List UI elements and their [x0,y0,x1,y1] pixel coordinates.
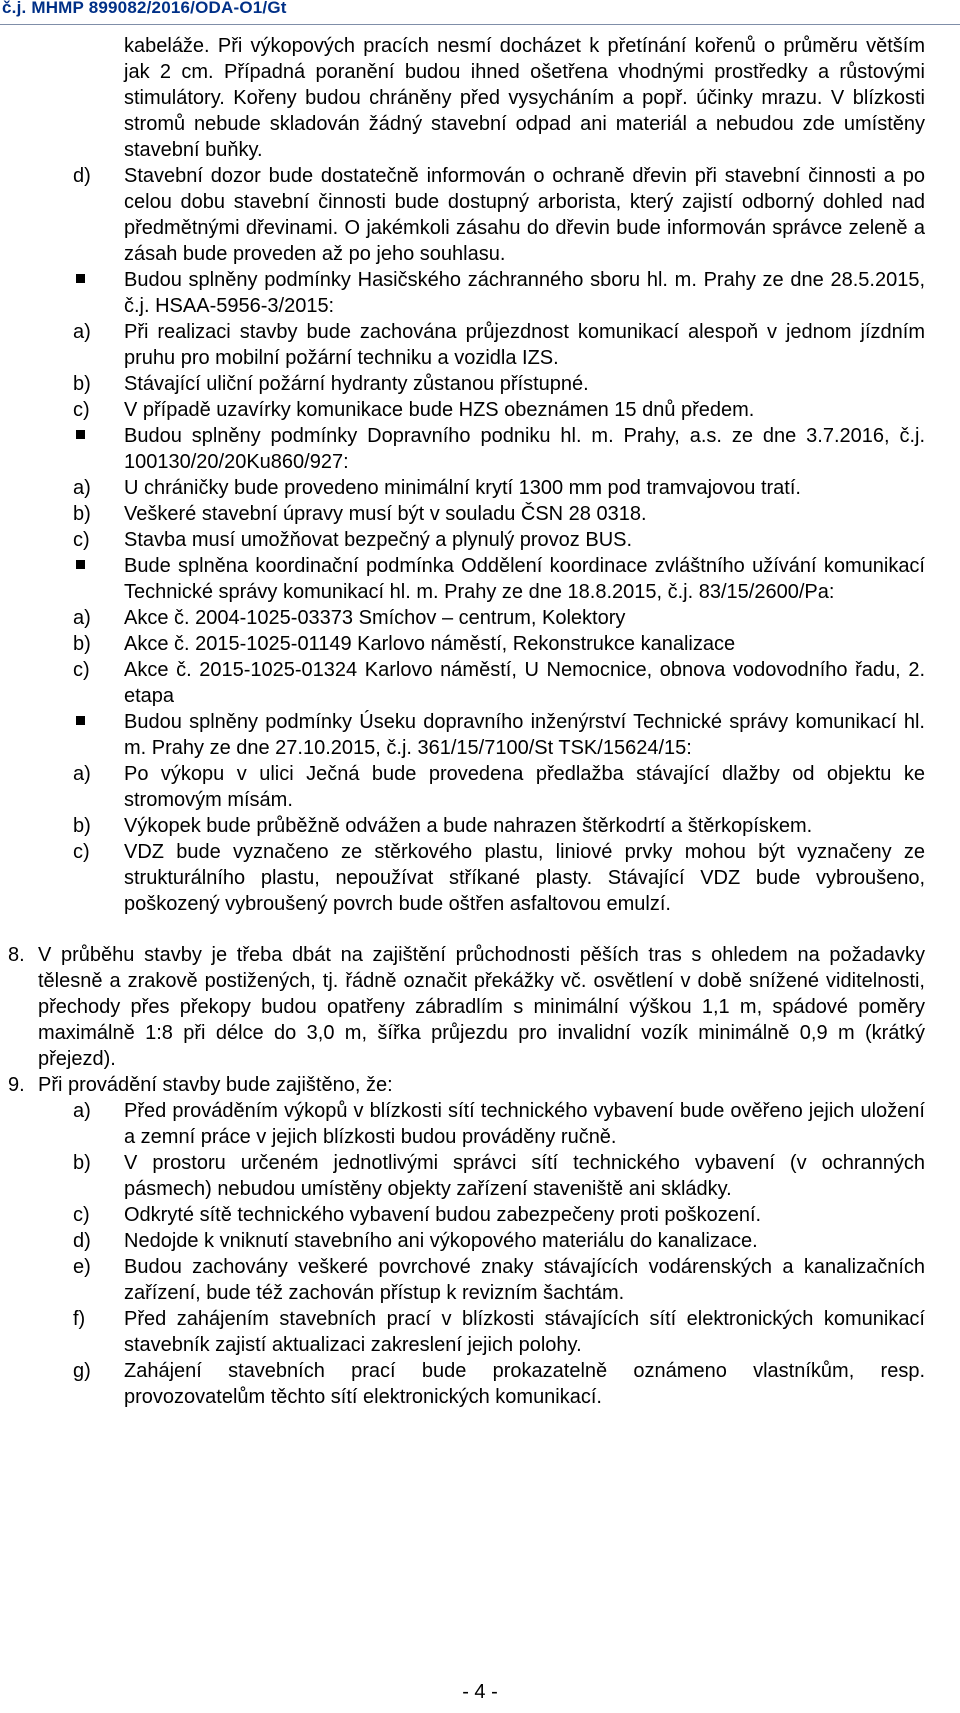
bullet-item-hzs [73,267,925,319]
sub-item [73,813,925,839]
item-marker: c) [73,399,90,421]
bullet-item-tsk [73,709,925,761]
item-marker: c) [73,659,90,681]
sub-item [73,1202,925,1228]
item-marker: a) [73,321,91,343]
intro-item-d [73,163,925,267]
item-text: V prostoru určeném jednotlivými správci sítí technického vybavení (v ochranných pásmech) nebudou umístěny objekty zařízení staveniště ani skládky. [124,1152,925,1200]
item-text: Stavba musí umožňovat bezpečný a plynulý provoz BUS. [124,529,633,551]
item-marker: c) [73,1204,90,1226]
sub-item [73,1306,925,1358]
item-marker: b) [73,815,91,837]
sub-item [73,631,925,657]
item-marker: a) [73,477,91,499]
item-text: Zahájení stavebních prací bude prokazatelně oznámeno vlastníkům, resp. provozovatelům těchto sítí elektronických komunikací. [124,1360,925,1408]
item-text: Výkopek bude průběžně odvážen a bude nahrazen štěrkodrtí a štěrkopískem. [124,815,813,837]
numbered-item-9 [8,1072,925,1098]
item-text: Stávající uliční požární hydranty zůstanou přístupné. [124,373,589,395]
bullet-item-koordinace [73,553,925,605]
item-marker: c) [73,841,90,863]
item-marker: d) [73,165,91,187]
item-text: Odkryté sítě technického vybavení budou zabezpečeny proti poškození. [124,1204,762,1226]
bullet-text: Budou splněny podmínky Dopravního podniku hl. m. Prahy, a.s. ze dne 3.7.2016, č.j. 100130/20/20Ku860/927: [124,425,925,473]
sub-item [73,527,925,553]
square-bullet-icon [76,716,85,725]
item-marker: a) [73,763,91,785]
item-text: Veškeré stavební úpravy musí být v souladu ČSN 28 0318. [124,503,647,525]
sub-item [73,839,925,917]
square-bullet-icon [76,560,85,569]
item-marker: f) [73,1308,86,1330]
item-number: 9. [8,1074,25,1096]
item-text: V případě uzavírky komunikace bude HZS obeznámen 15 dnů předem. [124,399,755,421]
item-number: 8. [8,944,25,966]
item-marker: a) [73,1100,91,1122]
page-number: - 4 - [462,1681,498,1703]
document-reference: č.j. MHMP 899082/2016/ODA-O1/Gt [2,0,287,17]
item-text: Při realizaci stavby bude zachována průjezdnost komunikací alespoň v jednom jízdním pruhu pro mobilní požární techniku a vozidla IZS. [124,321,925,369]
bullet-item-dpp [73,423,925,475]
item-text: V průběhu stavby je třeba dbát na zajištění průchodnosti pěších tras s ohledem na požadavky tělesně a zrakově postižených, tj. řádně označit překážky vč. osvětlení v době snížené viditelnosti, přechody přes překopy budou opatřeny zábradlím s minimální výškou 1,1 m, spádové poměry maximálně 1:8 při délce do 3,0 m, šířka průjezdu pro invalidní vozík minimálně 0,9 m (krátký přejezd). [38,944,925,1070]
numbered-item-8 [8,942,925,1072]
item-text: Před zahájením stavebních prací v blízkosti stávajících sítí elektronických komunikací stavebník zajistí aktualizaci zakreslení jejich polohy. [124,1308,925,1356]
item-marker: e) [73,1256,91,1278]
sub-item [73,319,925,371]
square-bullet-icon [76,274,85,283]
square-bullet-icon [76,430,85,439]
item-text: Před prováděním výkopů v blízkosti sítí technického vybavení bude ověřeno jejich uložení a zemní práce v jejich blízkosti budou prováděny ručně. [124,1100,925,1148]
item-marker: b) [73,633,91,655]
sub-item [73,1098,925,1150]
sub-item [73,657,925,709]
item-text: Budou zachovány veškeré povrchové znaky stávajících vodárenských a kanalizačních zařízení, bude též zachován přístup k revizním šachtám. [124,1256,925,1304]
header-rule [0,24,960,25]
sub-item [73,605,925,631]
bullet-text: Budou splněny podmínky Úseku dopravního inženýrství Technické správy komunikací hl. m. Prahy ze dne 27.10.2015, č.j. 361/15/7100/St TSK/15624/15: [124,711,925,759]
item-text: Akce č. 2015-1025-01324 Karlovo náměstí, U Nemocnice, obnova vodovodního řadu, 2. etapa [124,659,925,707]
sub-item [73,501,925,527]
item-text: Akce č. 2004-1025-03373 Smíchov – centrum, Kolektory [124,607,626,629]
item-marker: d) [73,1230,91,1252]
item-marker: g) [73,1360,91,1382]
sub-item [73,1254,925,1306]
sub-item [73,1358,925,1410]
item-marker: c) [73,529,90,551]
sub-item [73,1228,925,1254]
item-marker: b) [73,373,91,395]
bullet-text: Bude splněna koordinační podmínka Oddělení koordinace zvláštního užívání komunikací Technické správy komunikací hl. m. Prahy ze dne 18.8.2015, č.j. 83/15/2600/Pa: [124,555,925,603]
bullet-text: Budou splněny podmínky Hasičského záchranného sboru hl. m. Prahy ze dne 28.5.2015, č.j. HSAA-5956-3/2015: [124,269,925,317]
item-marker: b) [73,503,91,525]
sub-item [73,475,925,501]
intro-continuation: kabeláže. Při výkopových pracích nesmí docházet k přetínání kořenů o průměru větším jak 2 cm. Případná poranění budou ihned ošetřena vhodnými prostředky a růstovými stimulátory. Kořeny budou chráněny před vysycháním a popř. účinky mrazu. V blízkosti stromů nebude skladován žádný stavební odpad ani materiál a nebudou zde umístěny stavební buňky. [124,35,925,161]
sub-item [73,1150,925,1202]
sub-item [73,397,925,423]
sub-item [73,371,925,397]
item-text: Nedojde k vniknutí stavebního ani výkopového materiálu do kanalizace. [124,1230,758,1252]
item-text: Po výkopu v ulici Ječná bude provedena předlažba stávající dlažby od objektu ke stromovým mísám. [124,763,925,811]
document-body [0,33,960,1410]
item-text: U chráničky bude provedeno minimální krytí 1300 mm pod tramvajovou tratí. [124,477,801,499]
item-text: VDZ bude vyznačeno ze stěrkového plastu, liniové prvky mohou být vyznačeny ze strukturálního plastu, nepoužívat stříkané plasty. Stávající VDZ bude vybroušeno, poškozený vybroušený povrch bude oštřen asfaltovou emulzí. [124,841,925,915]
item-text: Akce č. 2015-1025-01149 Karlovo náměstí, Rekonstrukce kanalizace [124,633,736,655]
item-text: Stavební dozor bude dostatečně informován o ochraně dřevin při stavební činnosti a po celou dobu stavební činnosti bude dostupný arborista, který zajistí odborný dohled nad předmětnými dřevinami. O jakémkoli zásahu do dřevin bude informován správce zeleně a zásah bude proveden až po jeho souhlasu. [124,165,925,265]
item-marker: a) [73,607,91,629]
item-marker: b) [73,1152,91,1174]
sub-item [73,761,925,813]
item-text: Při provádění stavby bude zajištěno, že: [38,1074,393,1096]
